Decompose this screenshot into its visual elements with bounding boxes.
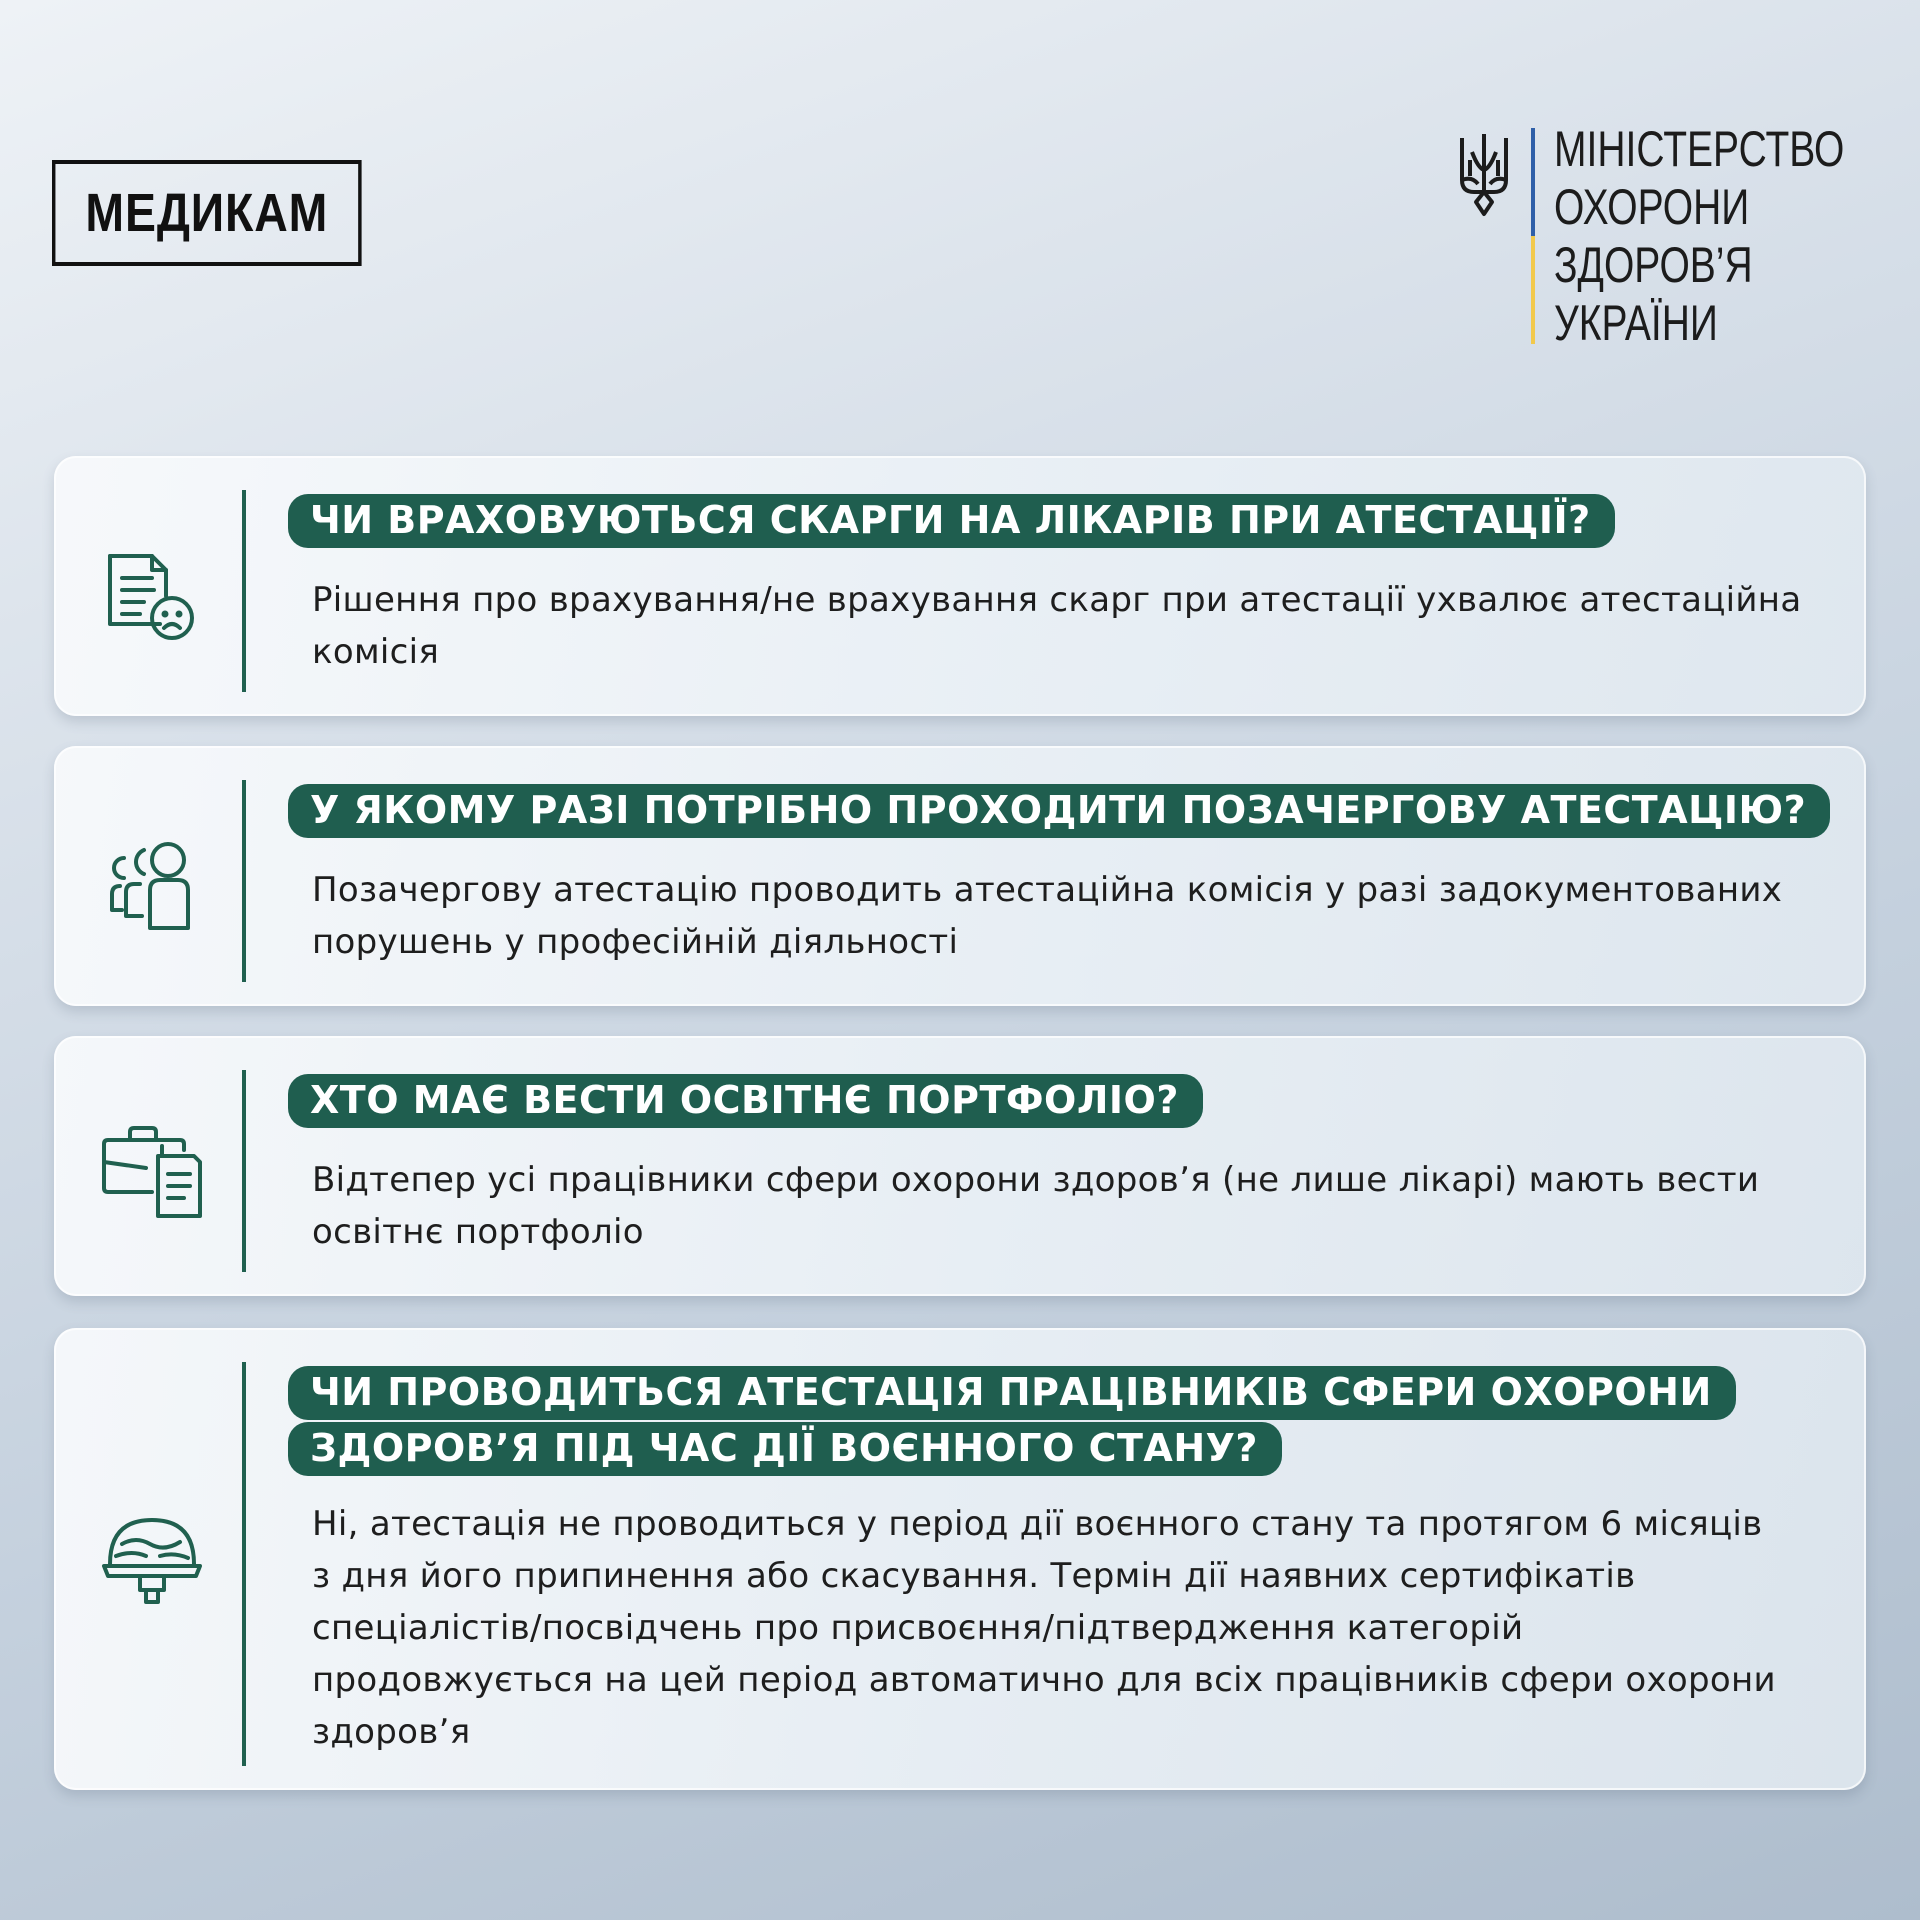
answer-line: з дня його припинення або скасування. Термін дії наявних сертифікатів [312,1556,1636,1596]
document-sad-face-icon [100,544,204,648]
question-text: ЗДОРОВ’Я ПІД ЧАС ДІЇ ВОЄННОГО СТАНУ? [288,1422,1282,1476]
ukraine-trident-icon [1458,130,1510,220]
card-divider [242,490,246,692]
answer-line: комісія [312,632,440,672]
faq-card [54,1328,1866,1790]
question-text: ЧИ ВРАХОВУЮТЬСЯ СКАРГИ НА ЛІКАРІВ ПРИ АТЕСТАЦІЇ? [288,494,1615,548]
answer-line: Позачергову атестацію проводить атестаційна комісія у разі задокументованих [312,870,1783,910]
question-pill [288,494,1615,550]
question-text: ХТО МАЄ ВЕСТИ ОСВІТНЄ ПОРТФОЛІО? [288,1074,1203,1128]
logo-yellow-bar [1531,236,1535,344]
ministry-name-line: ЗДОРОВ’Я [1554,237,1753,293]
card-divider [242,1362,246,1766]
briefcase-document-icon [100,1116,204,1220]
ministry-name [1554,120,1845,352]
ministry-name-line: МІНІСТЕРСТВО [1554,121,1845,177]
answer-line: Рішення про врахування/не врахування скарг при атестації ухвалює атестаційна [312,580,1802,620]
question-pill [288,1366,1736,1478]
answer-line: порушень у професійній діяльності [312,922,959,962]
question-pill [288,1074,1203,1130]
faq-card [54,1036,1866,1296]
section-tag-label: МЕДИКАМ [85,183,329,243]
faq-card [54,746,1866,1006]
answer-line: освітнє портфоліо [312,1212,644,1252]
ministry-name-line: УКРАЇНИ [1554,295,1718,351]
answer-line: Ні, атестація не проводиться у період дії воєнного стану та протягом 6 місяців [312,1504,1763,1544]
card-divider [242,780,246,982]
answer-line: здоров’я [312,1712,471,1752]
question-text: У ЯКОМУ РАЗІ ПОТРІБНО ПРОХОДИТИ ПОЗАЧЕРГОВУ АТЕСТАЦІЮ? [288,784,1830,838]
military-helmet-icon [100,1504,204,1608]
answer-text [312,864,1872,968]
answer-line: спеціалістів/посвідчень про присвоєння/підтвердження категорій [312,1608,1524,1648]
answer-line: Відтепер усі працівники сфери охорони здоров’я (не лише лікарі) мають вести [312,1160,1760,1200]
card-divider [242,1070,246,1272]
section-tag [52,160,362,266]
ministry-logo [1458,120,1845,351]
faq-card [54,456,1866,716]
question-text: ЧИ ПРОВОДИТЬСЯ АТЕСТАЦІЯ ПРАЦІВНИКІВ СФЕРИ ОХОРОНИ [288,1366,1736,1420]
question-pill [288,784,1830,840]
ministry-name-line: ОХОРОНИ [1554,179,1750,235]
answer-text [312,1154,1872,1258]
answer-text [312,1498,1872,1758]
answer-line: продовжується на цей період автоматично для всіх працівників сфери охорони [312,1660,1776,1700]
answer-text [312,574,1872,678]
logo-blue-bar [1531,128,1535,236]
people-group-icon [100,832,204,936]
